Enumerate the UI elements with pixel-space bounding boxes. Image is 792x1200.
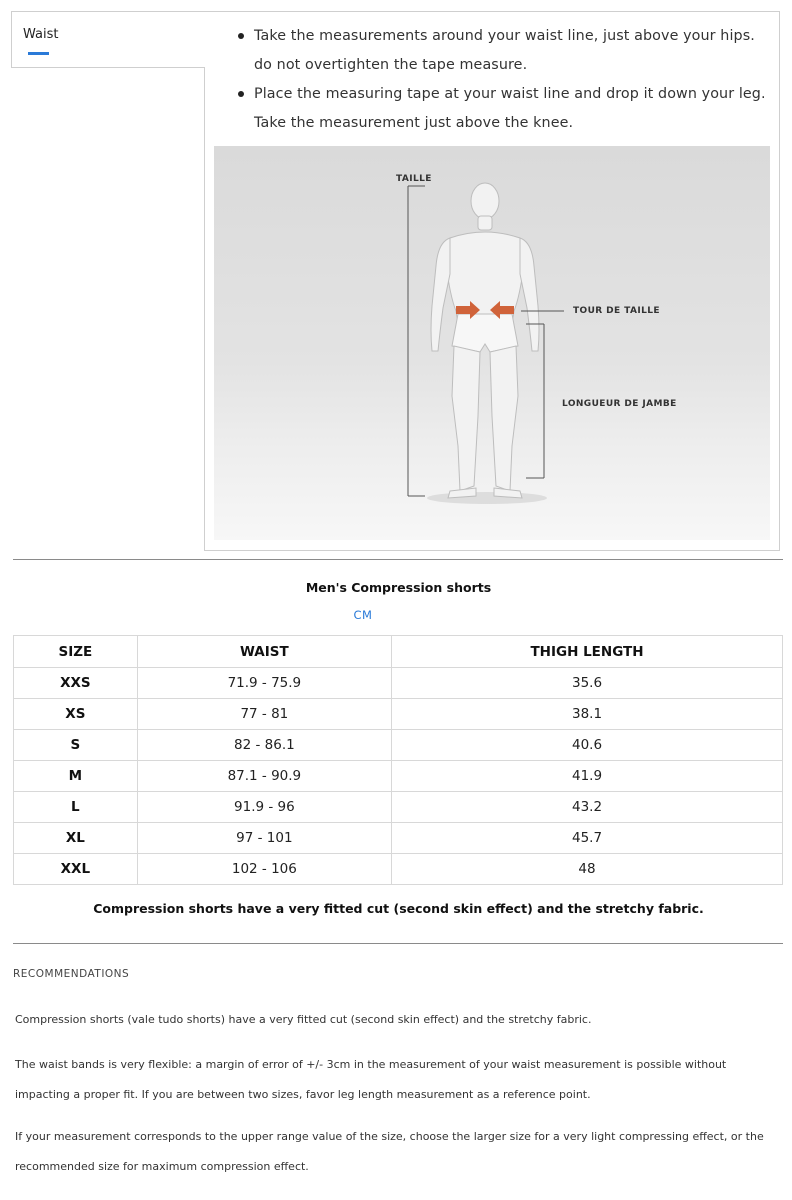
table-row bbox=[14, 854, 783, 885]
size-cell: XS bbox=[14, 699, 138, 730]
tab-waist[interactable] bbox=[11, 11, 205, 68]
size-table bbox=[13, 635, 783, 885]
thigh-cell: 35.6 bbox=[392, 668, 783, 699]
waist-cell: 77 - 81 bbox=[137, 699, 391, 730]
tab-waist-label: Waist bbox=[23, 27, 59, 42]
table-row bbox=[14, 668, 783, 699]
header-waist: WAIST bbox=[137, 636, 391, 668]
waist-cell: 87.1 - 90.9 bbox=[137, 761, 391, 792]
thigh-cell: 38.1 bbox=[392, 699, 783, 730]
measurement-figure bbox=[214, 146, 770, 540]
table-row bbox=[14, 823, 783, 854]
waist-cell: 102 - 106 bbox=[137, 854, 391, 885]
size-cell: XL bbox=[14, 823, 138, 854]
waist-circumference-label: TOUR DE TAILLE bbox=[573, 306, 660, 316]
waist-cell: 71.9 - 75.9 bbox=[137, 668, 391, 699]
mannequin-icon bbox=[431, 183, 539, 498]
waist-cell: 97 - 101 bbox=[137, 823, 391, 854]
size-chart-note: Compression shorts have a very fitted cut (second skin effect) and the stretchy fabric. bbox=[93, 901, 704, 916]
size-cell: XXL bbox=[14, 854, 138, 885]
header-thigh-length: THIGH LENGTH bbox=[392, 636, 783, 668]
section-divider bbox=[13, 943, 783, 944]
instruction-text: Place the measuring tape at your waist line and drop it down your leg. Take the measurement just above the knee. bbox=[254, 86, 766, 131]
size-cell: S bbox=[14, 730, 138, 761]
instruction-item bbox=[232, 22, 777, 80]
thigh-cell: 45.7 bbox=[392, 823, 783, 854]
waist-cell: 91.9 - 96 bbox=[137, 792, 391, 823]
height-label: TAILLE bbox=[396, 174, 432, 184]
recommendation-paragraph: The waist bands is very flexible: a margin of error of +/- 3cm in the measurement of your waist measurement is possible without impacting a proper fit. If you are between two sizes, favor leg length measurement as a reference point. bbox=[15, 1058, 727, 1101]
instruction-text: Take the measurements around your waist line, just above your hips. do not overtighten the tape measure. bbox=[254, 28, 755, 73]
table-row bbox=[14, 761, 783, 792]
height-bracket bbox=[408, 186, 425, 496]
size-cell: XXS bbox=[14, 668, 138, 699]
instruction-item bbox=[232, 80, 777, 138]
size-cell: L bbox=[14, 792, 138, 823]
thigh-cell: 43.2 bbox=[392, 792, 783, 823]
table-header-row bbox=[14, 636, 783, 668]
leg-length-label: LONGUEUR DE JAMBE bbox=[562, 399, 677, 409]
waist-cell: 82 - 86.1 bbox=[137, 730, 391, 761]
floor-shadow bbox=[427, 492, 547, 504]
size-cell: M bbox=[14, 761, 138, 792]
recommendation-paragraph: Compression shorts (vale tudo shorts) have a very fitted cut (second skin effect) and the stretchy fabric. bbox=[15, 1013, 592, 1026]
recommendation-paragraph: If your measurement corresponds to the upper range value of the size, choose the larger size for a very light compressing effect, or the recommended size for maximum compression effect. bbox=[15, 1130, 764, 1173]
recommendations-heading: RECOMMENDATIONS bbox=[13, 968, 130, 980]
mannequin-illustration bbox=[214, 146, 770, 540]
table-row bbox=[14, 730, 783, 761]
active-tab-indicator bbox=[28, 52, 49, 55]
table-row bbox=[14, 699, 783, 730]
table-row bbox=[14, 792, 783, 823]
section-divider bbox=[13, 559, 783, 560]
guide-instructions bbox=[232, 22, 777, 138]
unit-toggle[interactable]: CM bbox=[353, 608, 373, 622]
header-size: SIZE bbox=[14, 636, 138, 668]
bullet-icon bbox=[238, 33, 244, 39]
thigh-cell: 48 bbox=[392, 854, 783, 885]
thigh-cell: 40.6 bbox=[392, 730, 783, 761]
thigh-cell: 41.9 bbox=[392, 761, 783, 792]
bullet-icon bbox=[238, 91, 244, 97]
size-chart-title: Men's Compression shorts bbox=[305, 580, 492, 595]
